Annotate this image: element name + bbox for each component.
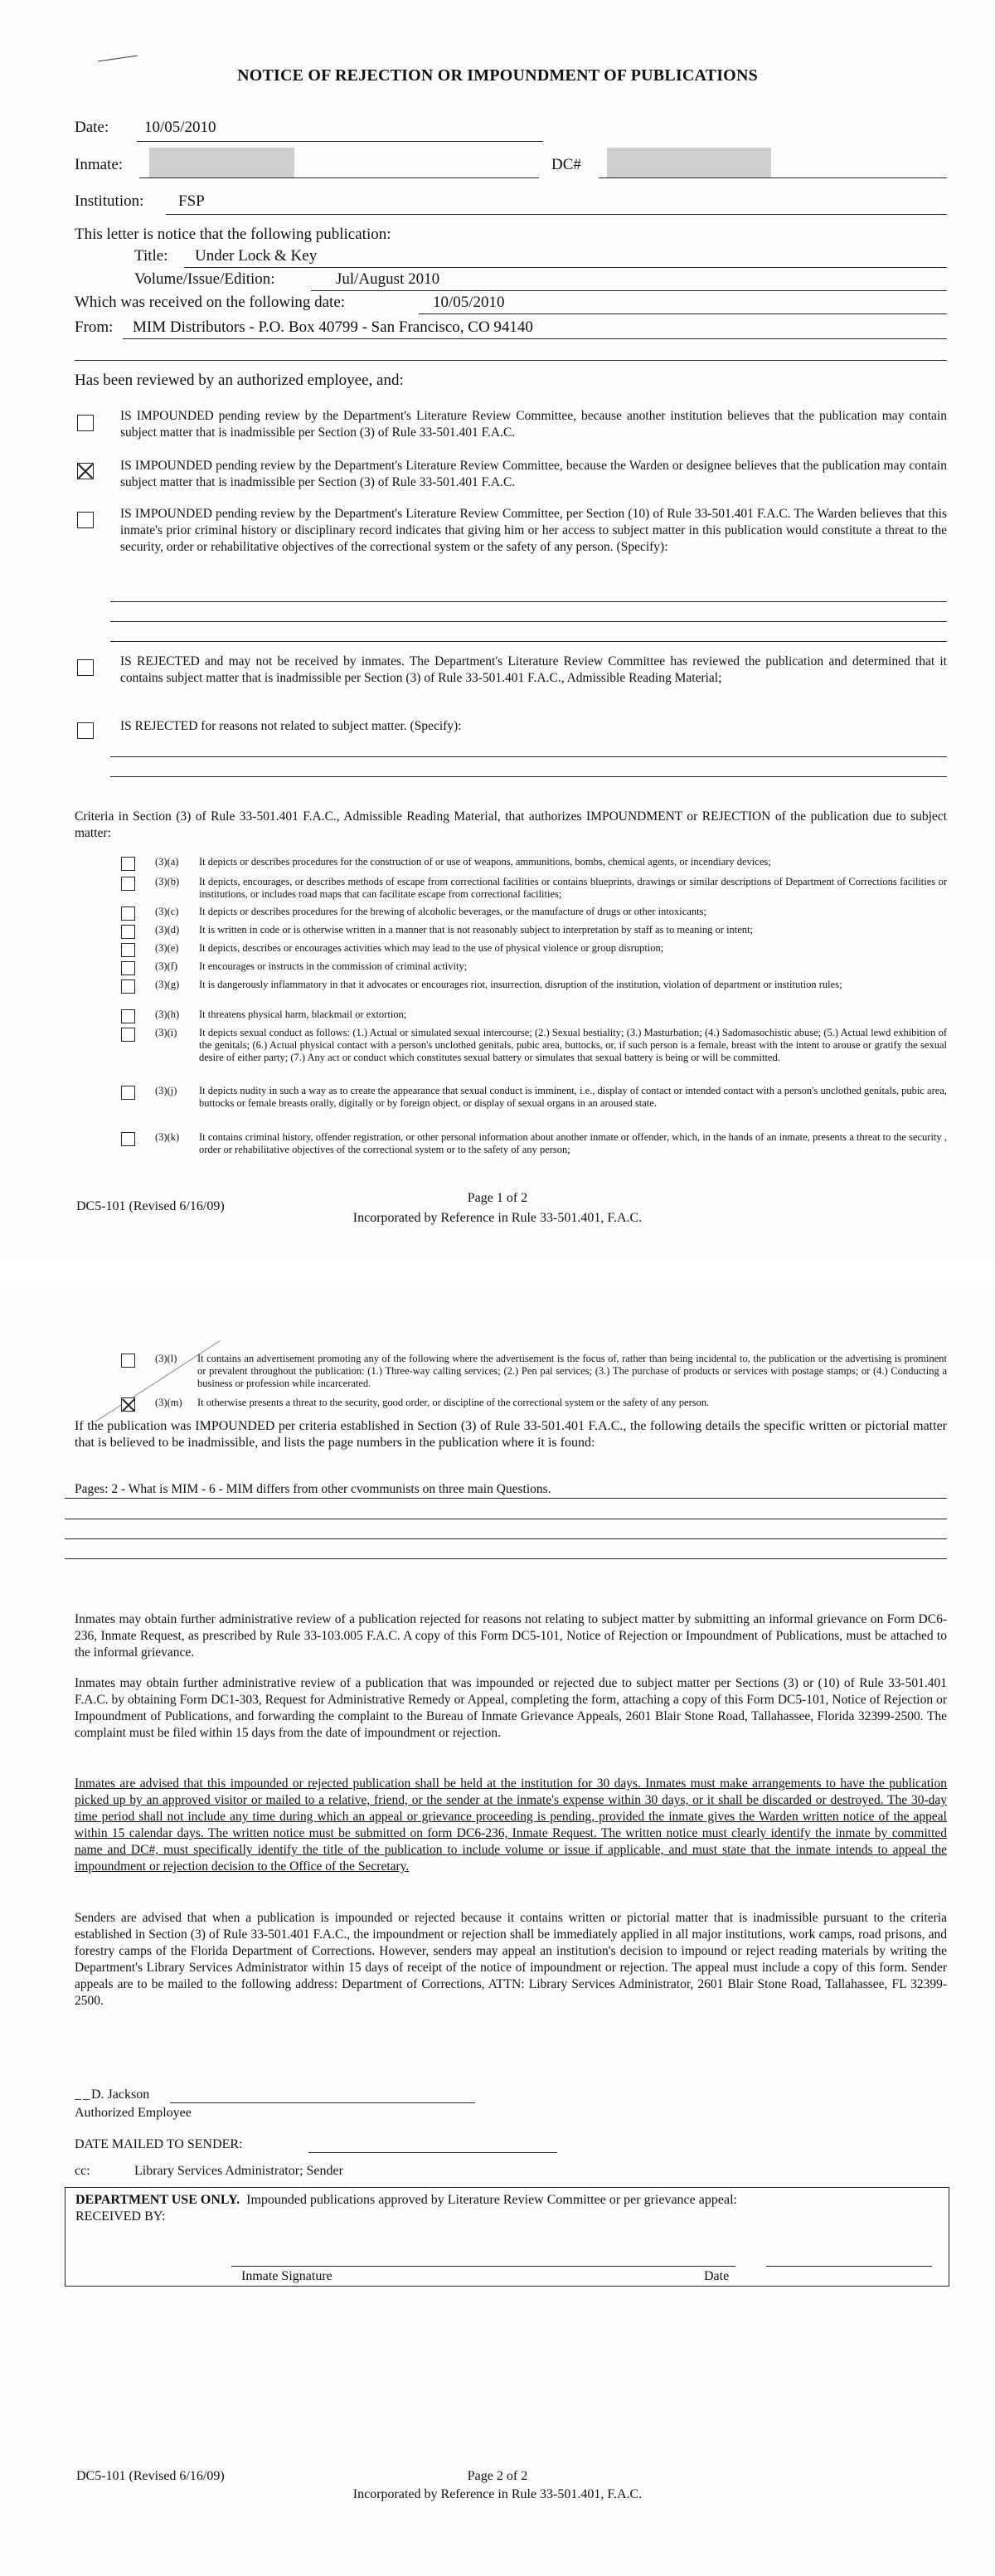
form-page-1: [0, 0, 995, 1261]
from-value: MIM Distributors - P.O. Box 40799 - San Francisco, CO 94140: [133, 318, 533, 336]
signature-line: [170, 2102, 475, 2103]
criteria-text-3k: It contains criminal history, offender registration, or other personal information about another inmate or offender, which, in the hands of an inmate, presents a threat to the security , order or rehabilitative objectives of the correctional system or to the safety of any person;: [199, 1131, 947, 1155]
reject-line-2: [110, 776, 947, 777]
criteria-checkbox-3a[interactable]: [121, 857, 135, 871]
volume-underline: [311, 290, 947, 291]
institution-value: FSP: [178, 192, 205, 210]
date-label-box: Date: [704, 2269, 730, 2283]
dc-underline: [599, 177, 947, 178]
criteria-text-3f: It encourages or instructs in the commission of criminal activity;: [199, 960, 468, 972]
specify-line-1: [110, 601, 947, 602]
pen-mark: [98, 56, 138, 62]
date-mailed-label: DATE MAILED TO SENDER:: [75, 2137, 243, 2151]
form-title: NOTICE OF REJECTION OR IMPOUNDMENT OF PUBLICATIONS: [237, 66, 758, 85]
notice-intro: This letter is notice that the following publication:: [75, 226, 391, 243]
option-text-5: IS REJECTED for reasons not related to subject matter. (Specify):: [120, 719, 462, 733]
criteria-text-3a: It depicts or describes procedures for the construction of or use of weapons, ammunitions, bombs, chemical agents, or incendiary devices;: [199, 856, 771, 868]
inmate-signature-line: [231, 2266, 735, 2267]
criteria-checkbox-3e[interactable]: [121, 943, 135, 957]
criteria-checkbox-3m[interactable]: [121, 1397, 135, 1412]
pages-value: Pages: 2 - What is MIM - 6 - MIM differs from other cvommunists on three main Questions.: [75, 1482, 551, 1496]
blank-line: [75, 360, 947, 361]
criteria-text-3m: It otherwise presents a threat to the security, good order, or discipline of the correctional system or the safety of any person.: [197, 1397, 710, 1408]
employee-signature: __D. Jackson: [75, 2088, 150, 2102]
option-text-4: IS REJECTED and may not be received by inmates. The Department's Literature Review Committee has reviewed the publication and determined that it contains subject matter that is inadmissible per Section (3) of Rule 33-501.401 F.A.C., Admissible Reading Material;: [120, 654, 947, 685]
criteria-checkbox-3f[interactable]: [121, 961, 135, 975]
criteria-checkbox-3i[interactable]: [121, 1028, 135, 1042]
criteria-code-3g: (3)(g): [155, 979, 180, 990]
dc-label: DC#: [551, 156, 581, 173]
inmate-signature-label: Inmate Signature: [241, 2269, 332, 2283]
date-line: [766, 2266, 932, 2267]
criteria-checkbox-3g[interactable]: [121, 979, 135, 994]
department-use-heading: DEPARTMENT USE ONLY. Impounded publications approved by Literature Review Committee or per grievance appeal:: [75, 2193, 737, 2207]
option-text-3: IS IMPOUNDED pending review by the Department's Literature Review Committee, per Section (10) of Rule 33-501.401 F.A.C. The Warden believes that this inmate's prior criminal history or disciplinary record indicates that giving him or her access to subject matter in this publication would constitute a threat to the security, order or rehabilitative objectives of the correctional system or the safety of any person. (Specify):: [120, 507, 947, 554]
volume-label: Volume/Issue/Edition:: [134, 270, 275, 288]
criteria-code-3d: (3)(d): [155, 924, 180, 936]
pages-line-4: [65, 1558, 947, 1559]
employee-role: Authorized Employee: [75, 2106, 192, 2120]
criteria-checkbox-3c[interactable]: [121, 906, 135, 921]
department-use-text: Impounded publications approved by Literature Review Committee or per grievance appeal:: [246, 2193, 737, 2207]
option-checkbox-4[interactable]: [77, 659, 94, 676]
criteria-checkbox-3j[interactable]: [121, 1086, 135, 1100]
paragraph-administrative-review: Inmates may obtain further administrative review of a publication that was impounded or rejected due to subject matter per Sections (3) or (10) of Rule 33-501.401 F.A.C. by obtaining Form DC1-303, Request for Administrative Remedy or Appeal, completing the form, attaching a copy of this Form DC5-101, Notice of Rejection or Impoundment of Publications, and forwarding the complaint to the Bureau of Inmate Grievance Appeals, 2601 Blair Stone Road, Tallahassee, Florida 32399-2500. The complaint must be filed within 15 days from the date of impoundment or rejection.: [75, 1676, 947, 1740]
pages-line-1: [65, 1498, 947, 1499]
option-checkbox-5[interactable]: [77, 722, 94, 739]
criteria-code-3m: (3)(m): [155, 1397, 182, 1408]
form-number-1: DC5-101 (Revised 6/16/09): [76, 1199, 225, 1213]
specify-line-3: [110, 641, 947, 642]
incorporated-note-1: Incorporated by Reference in Rule 33-501.401, F.A.C.: [352, 1211, 643, 1225]
criteria-text-3i: It depicts sexual conduct as follows: (1.) Actual or simulated sexual intercourse; (2.) Sexual bestiality; (3.) Masturbation; (4.) Sadomasochistic abuse; (5.) Actual lewd exhibition of the genitals; (6.) Actual physical contact with a person's unclothed genitals, pubic area, buttocks, or, if such person is a female, breast with the intent to arouse or gratify the sexual desire of either party; (7.) Any act or conduct which constitutes sexual battery or simulates that sexual battery is being or will be committed.: [199, 1027, 947, 1063]
specify-line-2: [110, 621, 947, 622]
criteria-text-3l: It contains an advertisement promoting any of the following where the advertisement is the focus of, rather than being incidental to, the publication or the advertising is prominent or prevalent throughout the publication: (1.) Three-way calling services; (2.) Pen pal services; (3.) The purchase of products or services with postage stamps; or (4.) Conducting a business or profession while incarcerated.: [197, 1353, 947, 1389]
employee-name: D. Jackson: [91, 2088, 150, 2102]
option-text-1: IS IMPOUNDED pending review by the Department's Literature Review Committee, because another institution believes that the publication may contain subject matter that is inadmissible per Section (3) of Rule 33-501.401 F.A.C.: [120, 409, 947, 440]
criteria-checkbox-3l[interactable]: [121, 1354, 135, 1368]
incorporated-note-2: Incorporated by Reference in Rule 33-501.401, F.A.C.: [352, 2487, 643, 2501]
received-underline: [419, 313, 947, 314]
criteria-code-3j: (3)(j): [155, 1085, 177, 1096]
criteria-code-3b: (3)(b): [155, 876, 180, 887]
received-value: 10/05/2010: [433, 294, 505, 311]
cc-value: Library Services Administrator; Sender: [134, 2164, 343, 2178]
redacted-dc-number: [607, 148, 771, 177]
page-number-1: Page 1 of 2: [467, 1191, 528, 1205]
pages-line-3: [65, 1538, 947, 1539]
title-underline: [184, 267, 947, 268]
department-use-box: [65, 2187, 949, 2287]
paragraph-senders: Senders are advised that when a publication is impounded or rejected because it contains written or pictorial matter that is inadmissible pursuant to the criteria established in Section (3) of Rule 33-501.401 F.A.C., the impoundment or rejection shall be immediately applied in all major institutions, work camps, road prisons, and forestry camps of the Florida Department of Corrections. However, senders may appeal an institution's decision to impound or reject reading materials by writing the Department's Library Services Administrator within 15 days of receipt of the notice of impoundment or rejection. The appeal must include a copy of this form. Sender appeals are to be mailed to the following address: Department of Corrections, ATTN: Library Services Administrator, 2601 Blair Stone Road, Tallahassee, FL 32399-2500.: [75, 1911, 947, 2008]
criteria-checkbox-3b[interactable]: [121, 877, 135, 891]
criteria-text-3g: It is dangerously inflammatory in that it advocates or encourages riot, insurrection, disruption of the institution, violation of department or institution rules;: [199, 979, 842, 990]
received-label: Which was received on the following date:: [75, 294, 346, 311]
criteria-code-3a: (3)(a): [155, 856, 179, 868]
review-intro: Has been reviewed by an authorized employee, and:: [75, 372, 404, 389]
volume-value: Jul/August 2010: [336, 270, 440, 288]
date-label: Date:: [75, 119, 109, 136]
criteria-code-3e: (3)(e): [155, 942, 179, 954]
institution-label: Institution:: [75, 192, 144, 210]
form-number-2: DC5-101 (Revised 6/16/09): [76, 2469, 225, 2483]
criteria-text-3b: It depicts, encourages, or describes methods of escape from correctional facilities or contains blueprints, drawings or similar descriptions of Department of Corrections facilities or institutions, or includes road maps that can facilitate escape from correctional facilities;: [199, 876, 947, 900]
redacted-inmate-name: [149, 148, 294, 177]
criteria-checkbox-3k[interactable]: [121, 1132, 135, 1146]
criteria-checkbox-3h[interactable]: [121, 1009, 135, 1023]
criteria-code-3c: (3)(c): [155, 906, 179, 917]
title-label: Title:: [134, 247, 168, 265]
inmate-label: Inmate:: [75, 156, 124, 173]
option-checkbox-3[interactable]: [77, 512, 94, 528]
criteria-code-3h: (3)(h): [155, 1009, 180, 1020]
form-page-2: [0, 1290, 995, 2576]
page-number-2: Page 2 of 2: [467, 2469, 528, 2483]
from-label: From:: [75, 318, 114, 336]
inmate-underline: [139, 177, 539, 178]
date-underline: [137, 141, 543, 142]
institution-underline: [166, 214, 947, 215]
paragraph-informal-grievance: Inmates may obtain further administrative review of a publication rejected for reasons not relating to subject matter by submitting an informal grievance on Form DC6-236, Inmate Request, as prescribed by Rule 33-103.005 F.A.C. A copy of this Form DC5-101, Notice of Rejection or Impoundment of Publications, must be attached to the informal grievance.: [75, 1612, 947, 1660]
cc-label: cc:: [75, 2164, 90, 2178]
criteria-code-3f: (3)(f): [155, 960, 178, 972]
from-underline: [123, 338, 947, 339]
option-checkbox-2[interactable]: [77, 463, 94, 479]
paragraph-holding-period: Inmates are advised that this impounded or rejected publication shall be held at the institution for 30 days. Inmates must make arrangements to have the publication picked up by an approved visitor or mailed to a relative, friend, or the sender at the inmate's expense within 30 days, or it shall be discarded or destroyed. The 30-day time period shall not include any time during which an appeal or grievance proceeding is pending, provided the inmate gives the Warden written notice of the appeal within 15 calendar days. The written notice must be submitted on form DC6-236, Inmate Request. The written notice must clearly identify the inmate by committed name and DC#, must specifically identify the title of the publication to include volume or issue if applicable, and must state that the inmate intends to appeal the impoundment or rejection decision to the Office of the Secretary.: [75, 1776, 947, 1874]
received-by-label: RECEIVED BY:: [75, 2209, 166, 2224]
impounded-note: If the publication was IMPOUNDED per criteria established in Section (3) of Rule 33-501.401 F.A.C., the following details the specific written or pictorial matter that is believed to be inadmissible, and lists the page numbers in the publication where it is found:: [75, 1419, 947, 1450]
criteria-code-3k: (3)(k): [155, 1131, 180, 1143]
option-text-2: IS IMPOUNDED pending review by the Department's Literature Review Committee, because the Warden or designee believes that the publication may contain subject matter that is inadmissible per Section (3) of Rule 33-501.401 F.A.C.: [120, 459, 947, 489]
criteria-text-3c: It depicts or describes procedures for the brewing of alcoholic beverages, or the manufacture of drugs or other intoxicants;: [199, 906, 706, 917]
criteria-checkbox-3d[interactable]: [121, 925, 135, 939]
date-value: 10/05/2010: [144, 119, 216, 136]
title-value: Under Lock & Key: [195, 247, 318, 265]
date-mailed-line: [308, 2152, 557, 2153]
criteria-text-3e: It depicts, describes or encourages activities which may lead to the use of physical violence or group disruption;: [199, 942, 664, 954]
reject-line-1: [110, 756, 947, 757]
criteria-intro: Criteria in Section (3) of Rule 33-501.401 F.A.C., Admissible Reading Material, that authorizes IMPOUNDMENT or REJECTION of the publication due to subject matter:: [75, 809, 947, 840]
criteria-code-3i: (3)(i): [155, 1027, 177, 1038]
option-checkbox-1[interactable]: [77, 415, 94, 431]
criteria-text-3h: It threatens physical harm, blackmail or extortion;: [199, 1009, 407, 1020]
criteria-text-3j: It depicts nudity in such a way as to create the appearance that sexual conduct is imminent, i.e., display of contact or intended contact with a person's unclothed genitals, pubic area, buttocks or female breasts orally, digitally or by foreign object, or display of sexual organs in an aroused state.: [199, 1085, 947, 1109]
criteria-text-3d: It is written in code or is otherwise written in a manner that is not reasonably subject to interpretation by staff as to meaning or intent;: [199, 924, 754, 936]
criteria-code-3l: (3)(l): [155, 1353, 177, 1364]
